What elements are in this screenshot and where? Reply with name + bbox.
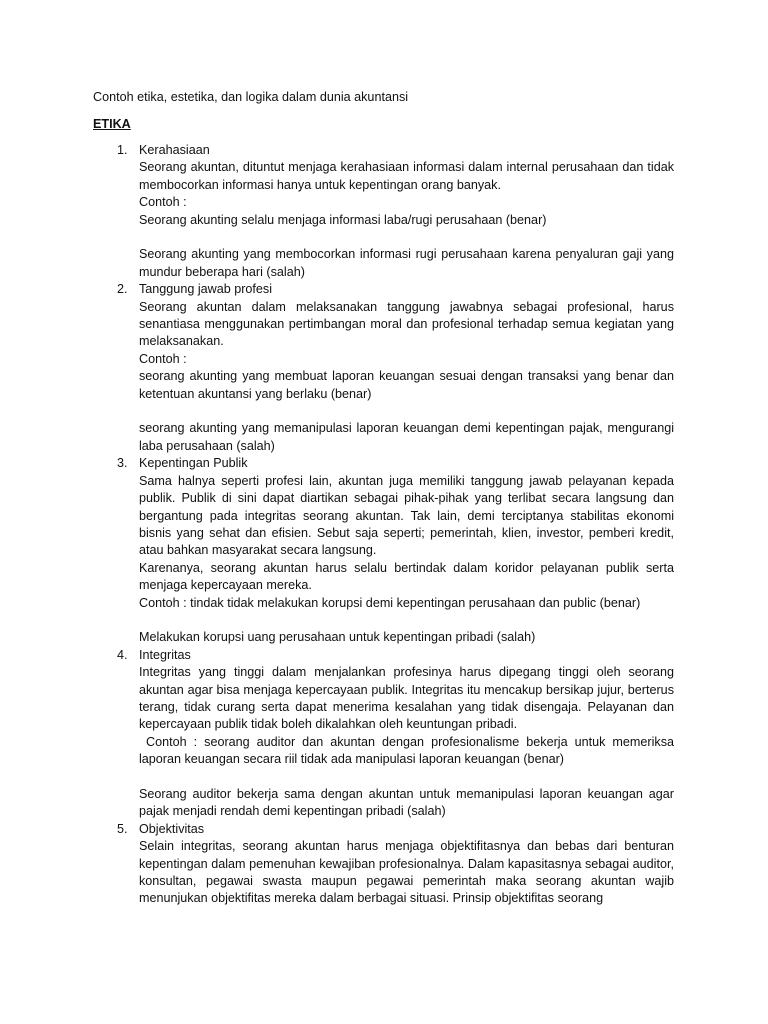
item-title: Integritas [139, 647, 191, 662]
item-description: Seorang akuntan, dituntut menjaga kerahasiaan informasi dalam internal perusahaan dan tidak membocorkan informasi hanya untuk kepentingan orang banyak. [139, 160, 674, 192]
blank-line [139, 403, 674, 420]
list-item-objektivitas [0, 821, 768, 908]
list-item-body [139, 821, 674, 908]
ethics-list [0, 142, 768, 908]
example-wrong: seorang akunting yang memanipulasi laporan keuangan demi kepentingan pajak, mengurangi laba perusahaan (salah) [139, 421, 674, 453]
example-label: Contoh : [139, 195, 187, 210]
list-number: 2. [117, 282, 128, 297]
example-correct: seorang akunting yang membuat laporan keuangan sesuai dengan transaksi yang benar dan ketentuan akuntansi yang berlaku (benar) [139, 369, 674, 401]
list-item-tanggung-jawab [0, 281, 768, 455]
item-title: Objektivitas [139, 821, 205, 836]
blank-line [139, 769, 674, 786]
item-description-continued: Karenanya, seorang akuntan harus selalu bertindak dalam koridor pelayanan publik serta menjaga kepercayaan mereka. [139, 560, 674, 593]
example-correct: Contoh : tindak tidak melakukan korupsi demi kepentingan perusahaan dan public (benar) [139, 595, 641, 610]
list-item-body [139, 281, 674, 455]
item-description: Sama halnya seperti profesi lain, akuntan juga memiliki tanggung jawab pelayanan kepada publik. Publik di sini dapat diartikan sebagai pihak-pihak yang terlibat secara langsung dan bergantung pada integritas seorang akuntan. Tak lain, demi terciptanya stabilitas ekonomi bisnis yang sehat dan efisien. Sebut saja seperti; pemerintah, klien, investor, pemberi kredit, atau bahkan masyarakat secara langsung. [139, 473, 674, 558]
example-wrong: Melakukan korupsi uang perusahaan untuk kepentingan pribadi (salah) [139, 630, 536, 645]
list-number: 3. [117, 456, 128, 471]
item-title: Kepentingan Publik [139, 456, 248, 471]
list-number: 1. [117, 143, 128, 157]
list-item-kerahasiaan [0, 142, 768, 281]
document-title: Contoh etika, estetika, dan logika dalam dunia akuntansi [93, 90, 409, 104]
list-number: 4. [117, 647, 128, 662]
list-number: 5. [117, 821, 128, 836]
example-correct: Contoh : seorang auditor dan akuntan dengan profesionalisme bekerja untuk memeriksa laporan keuangan secara riil tidak ada manipulasi laporan keuangan (benar) [139, 734, 678, 767]
example-label: Contoh : [139, 351, 187, 366]
example-wrong: Seorang akunting yang membocorkan informasi rugi perusahaan karena penyaluran gaji yang mundur beberapa hari (salah) [139, 247, 674, 279]
item-title: Kerahasiaan [139, 143, 210, 157]
section-heading-etika: ETIKA [93, 117, 131, 131]
list-item-body [139, 647, 678, 821]
example-wrong: Seorang auditor bekerja sama dengan akuntan untuk memanipulasi laporan keuangan agar pajak menjadi rendah demi kepentingan pribadi (salah) [139, 786, 674, 819]
item-description: Integritas yang tinggi dalam menjalankan profesinya harus dipegang tinggi oleh seorang akuntan agar bisa menjaga kepercayaan publik. Integritas itu mencakup bersikap jujur, berterus terang, tidak curang serta dapat menerima kesalahan yang tidak disengaja. Pelayanan dan kepercayaan publik tidak boleh dikalahkan oleh keuntungan pribadi. [139, 665, 674, 732]
item-title: Tanggung jawab profesi [139, 282, 273, 297]
example-correct: Seorang akunting selalu menjaga informasi laba/rugi perusahaan (benar) [139, 212, 547, 227]
blank-line [139, 229, 674, 246]
item-description: Seorang akuntan dalam melaksanakan tanggung jawabnya sebagai profesional, harus senantiasa menggunakan pertimbangan moral dan profesional terhadap semua kegiatan yang melaksanakan. [139, 299, 674, 349]
list-item-integritas [0, 647, 768, 821]
list-item-kepentingan-publik [0, 455, 768, 646]
list-item-body [139, 142, 674, 281]
item-description: Selain integritas, seorang akuntan harus menjaga objektifitasnya dan bebas dari benturan kepentingan dalam pemenuhan kewajiban profesionalnya. Dalam kapasitasnya sebagai auditor, konsultan, pegawai swasta maupun pegawai pemerintah maka seorang akuntan wajib menunjukan objektifitas mereka dalam berbagai situasi. Prinsip objektifitas seorang [139, 839, 674, 906]
blank-line [139, 612, 674, 629]
list-item-body [139, 455, 674, 646]
